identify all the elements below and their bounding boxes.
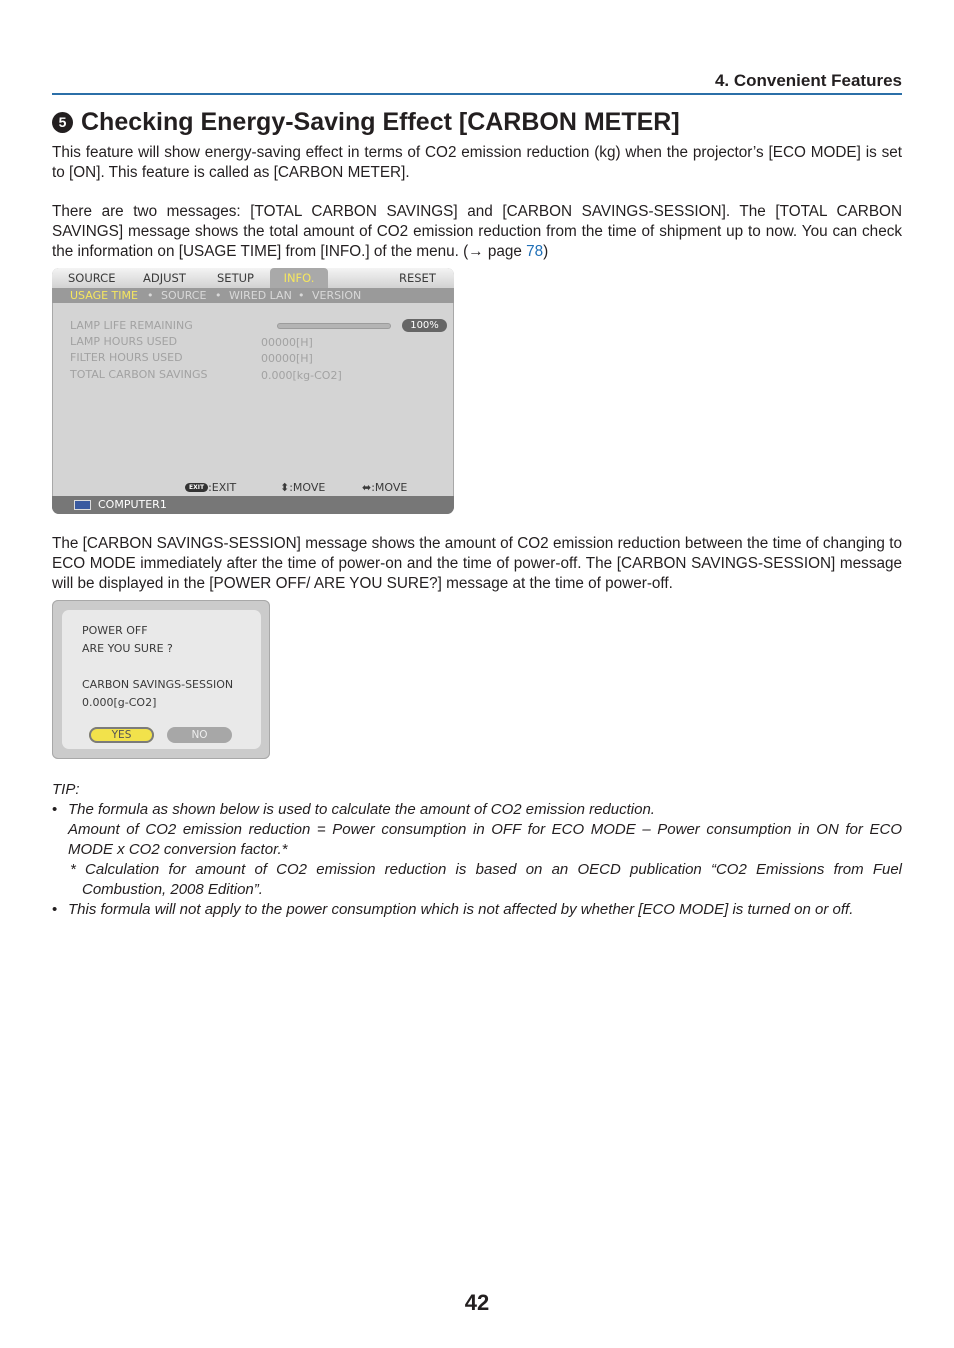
yes-button[interactable]: YES	[89, 727, 154, 743]
exit-hint: EXIT :EXIT	[185, 481, 236, 494]
subtab-separator: •	[298, 289, 305, 302]
session-paragraph	[52, 534, 902, 594]
lamp-life-bar	[278, 324, 390, 328]
filter-hours-label: FILTER HOURS USED	[70, 351, 183, 364]
power-off-dialog-screenshot	[52, 600, 270, 759]
messages-paragraph	[52, 202, 902, 262]
page-title	[52, 108, 912, 137]
input-source-label: COMPUTER1	[98, 498, 167, 511]
subtab-separator: •	[147, 289, 154, 302]
tab-reset[interactable]: RESET	[399, 271, 436, 285]
monitor-icon	[74, 500, 91, 510]
tab-source[interactable]: SOURCE	[68, 271, 116, 285]
no-button[interactable]: NO	[167, 727, 232, 743]
move-horizontal-hint: ⬌:MOVE	[362, 481, 408, 494]
subtab-source[interactable]: SOURCE	[161, 289, 207, 302]
total-carbon-savings-value: 0.000[kg-CO2]	[261, 369, 342, 382]
carbon-session-value: 0.000[g-CO2]	[82, 696, 157, 709]
tab-adjust[interactable]: ADJUST	[143, 271, 186, 285]
tip-heading: TIP:	[52, 781, 80, 798]
menu-tab-bar	[52, 268, 454, 288]
subtab-version[interactable]: VERSION	[312, 289, 362, 302]
filter-hours-value: 00000[H]	[261, 352, 313, 365]
total-carbon-savings-label: TOTAL CARBON SAVINGS	[70, 368, 208, 381]
tip-list	[52, 800, 902, 920]
dialog-panel	[62, 610, 261, 749]
page-number: 42	[464, 1290, 490, 1315]
section-number-badge: 5	[52, 112, 73, 133]
subtab-usage-time[interactable]: USAGE TIME	[70, 289, 138, 302]
status-bar	[52, 496, 454, 514]
submenu-bar	[52, 288, 454, 303]
paren-close: )	[543, 243, 549, 260]
subtab-wired-lan[interactable]: WIRED LAN	[229, 289, 292, 302]
lamp-life-remaining-label: LAMP LIFE REMAINING	[70, 319, 193, 332]
session-text: The [CARBON SAVINGS-SESSION] message shows the amount of CO2 emission reduction between the time of changing to ECO MODE immediately after the time of power-on and the time of power-off. The [CARBON SAVINGS-SESSION] message will be displayed in the [POWER OFF/ ARE YOU SURE?] message at the time of power-off.	[52, 535, 902, 592]
header-rule	[52, 93, 902, 95]
exit-key-icon: EXIT	[185, 483, 208, 492]
lamp-hours-value: 00000[H]	[261, 336, 313, 349]
intro-paragraph	[52, 143, 902, 183]
bullet: •	[52, 901, 58, 918]
are-you-sure-text: ARE YOU SURE ?	[82, 642, 173, 655]
tip-formula: Amount of CO2 emission reduction = Power consumption in OFF for ECO MODE – Power consumption in ON for ECO MODE x CO2 conversion factor.*	[68, 821, 902, 858]
move-vertical-hint: ⬍:MOVE	[280, 481, 326, 494]
intro-text: This feature will show energy-saving effect in terms of CO2 emission reduction (kg) when the projector’s [ECO MODE] is set to [ON]. This feature is called as [CARBON METER].	[52, 144, 902, 181]
power-off-text: POWER OFF	[82, 624, 148, 637]
lamp-life-percent: 100%	[402, 319, 447, 332]
title-text: Checking Energy-Saving Effect [CARBON METER]	[81, 108, 680, 136]
messages-text: There are two messages: [TOTAL CARBON SAVINGS] and [CARBON SAVINGS-SESSION]. The [TOTAL CARBON SAVINGS] message shows the total amount of CO2 emission reduction from the time of shipment up to now. You can check the information on [USAGE TIME] from [INFO.] of the menu. (→ page	[52, 203, 902, 260]
tab-info[interactable]: INFO.	[270, 268, 328, 288]
tip-footnote: * Calculation for amount of CO2 emission reduction is based on an OECD publication “CO2 Emissions from Fuel Combustion, 2008 Edition”.	[70, 861, 902, 898]
page-link[interactable]: 78	[526, 243, 544, 260]
carbon-session-label: CARBON SAVINGS-SESSION	[82, 678, 234, 691]
lamp-hours-label: LAMP HOURS USED	[70, 335, 178, 348]
info-menu-screenshot	[52, 268, 454, 514]
subtab-separator: •	[215, 289, 222, 302]
tip-item: • This formula will not apply to the power consumption which is not affected by whether [ECO MODE] is turned on or off.	[52, 901, 854, 918]
tab-setup[interactable]: SETUP	[217, 271, 254, 285]
bullet: •	[52, 801, 58, 818]
tip-item: • The formula as shown below is used to calculate the amount of CO2 emission reduction.	[52, 801, 655, 818]
section-header: 4. Convenient Features	[714, 71, 902, 90]
